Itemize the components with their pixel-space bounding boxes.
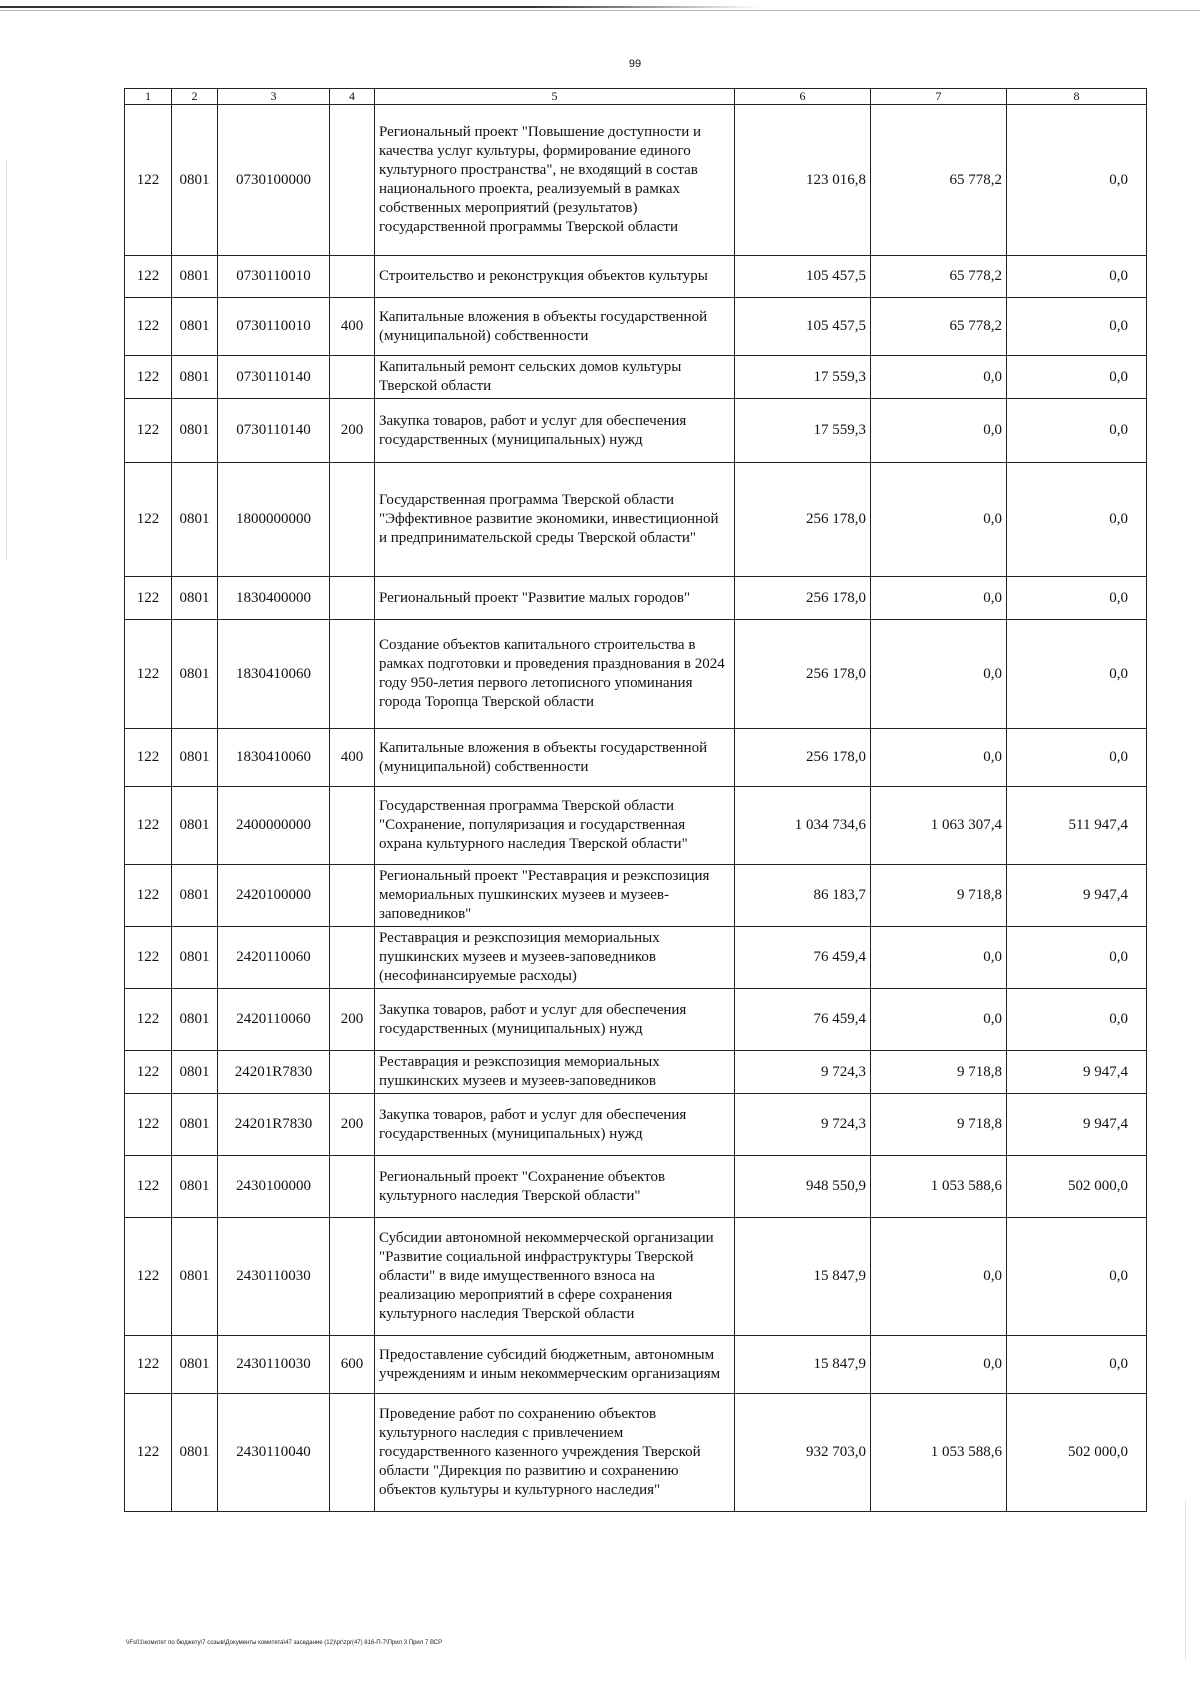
description-cell: Региональный проект "Повышение доступности и качества услуг культуры, формирование единого культурного пространства", не входящий в состав национального проекта, реализуемый в рамках собственных мероприятий (результатов) государственной программы Тверской области: [375, 105, 735, 256]
table-header-row: [125, 89, 1147, 105]
section-code-cell: 0801: [172, 1156, 218, 1218]
expense-type-cell: 200: [330, 989, 375, 1051]
amount-col7-cell: 0,0: [871, 729, 1007, 787]
amount-col6-cell: 9 724,3: [735, 1051, 871, 1094]
table-row: [125, 105, 1147, 256]
amount-col8-cell: 0,0: [1007, 729, 1147, 787]
expense-type-cell: [330, 1156, 375, 1218]
expense-type-cell: [330, 927, 375, 989]
target-article-cell: 2420110060: [218, 927, 330, 989]
target-article-cell: 0730110140: [218, 356, 330, 399]
description-cell: Капитальные вложения в объекты государственной (муниципальной) собственности: [375, 298, 735, 356]
column-header: 2: [172, 89, 218, 105]
ministry-code-cell: 122: [125, 865, 172, 927]
amount-col6-cell: 932 703,0: [735, 1394, 871, 1512]
amount-col8-cell: 0,0: [1007, 620, 1147, 729]
scan-artifact-line: [0, 10, 1200, 11]
ministry-code-cell: 122: [125, 729, 172, 787]
table-row: [125, 787, 1147, 865]
ministry-code-cell: 122: [125, 1051, 172, 1094]
table-row: [125, 256, 1147, 298]
expense-type-cell: [330, 463, 375, 577]
target-article-cell: 1800000000: [218, 463, 330, 577]
target-article-cell: 2430100000: [218, 1156, 330, 1218]
ministry-code-cell: 122: [125, 577, 172, 620]
section-code-cell: 0801: [172, 989, 218, 1051]
scan-artifact-line: [0, 6, 760, 8]
table-row: [125, 577, 1147, 620]
target-article-cell: 1830410060: [218, 729, 330, 787]
amount-col8-cell: 0,0: [1007, 256, 1147, 298]
section-code-cell: 0801: [172, 1336, 218, 1394]
expense-type-cell: [330, 256, 375, 298]
section-code-cell: 0801: [172, 298, 218, 356]
amount-col8-cell: 502 000,0: [1007, 1156, 1147, 1218]
target-article-cell: 2420100000: [218, 865, 330, 927]
amount-col8-cell: 9 947,4: [1007, 1094, 1147, 1156]
ministry-code-cell: 122: [125, 1156, 172, 1218]
page-number: 99: [628, 58, 642, 70]
expense-type-cell: [330, 1051, 375, 1094]
target-article-cell: 2400000000: [218, 787, 330, 865]
amount-col6-cell: 256 178,0: [735, 463, 871, 577]
amount-col6-cell: 17 559,3: [735, 356, 871, 399]
expense-type-cell: 200: [330, 1094, 375, 1156]
description-cell: Проведение работ по сохранению объектов культурного наследия с привлечением государственного казенного учреждения Тверской области "Дирекция по развитию и сохранению объектов культуры и культурного наследия": [375, 1394, 735, 1512]
table-row: [125, 620, 1147, 729]
expense-type-cell: 400: [330, 298, 375, 356]
amount-col7-cell: 0,0: [871, 356, 1007, 399]
ministry-code-cell: 122: [125, 1218, 172, 1336]
amount-col6-cell: 86 183,7: [735, 865, 871, 927]
target-article-cell: 2430110030: [218, 1218, 330, 1336]
table-row: [125, 865, 1147, 927]
amount-col7-cell: 65 778,2: [871, 105, 1007, 256]
description-cell: Государственная программа Тверской области "Сохранение, популяризация и государственная охрана культурного наследия Тверской области": [375, 787, 735, 865]
description-cell: Закупка товаров, работ и услуг для обеспечения государственных (муниципальных) нужд: [375, 989, 735, 1051]
amount-col6-cell: 76 459,4: [735, 927, 871, 989]
description-cell: Реставрация и реэкспозиция мемориальных пушкинских музеев и музеев-заповедников (несофинансируемые расходы): [375, 927, 735, 989]
amount-col6-cell: 256 178,0: [735, 729, 871, 787]
amount-col8-cell: 0,0: [1007, 298, 1147, 356]
amount-col8-cell: 0,0: [1007, 399, 1147, 463]
scan-edge-mark: [6, 160, 7, 560]
description-cell: Закупка товаров, работ и услуг для обеспечения государственных (муниципальных) нужд: [375, 1094, 735, 1156]
amount-col8-cell: 0,0: [1007, 463, 1147, 577]
description-cell: Региональный проект "Реставрация и реэкспозиция мемориальных пушкинских музеев и музеев-заповедников": [375, 865, 735, 927]
amount-col7-cell: 65 778,2: [871, 298, 1007, 356]
amount-col8-cell: 0,0: [1007, 1218, 1147, 1336]
table-row: [125, 399, 1147, 463]
section-code-cell: 0801: [172, 1094, 218, 1156]
expense-type-cell: [330, 577, 375, 620]
section-code-cell: 0801: [172, 463, 218, 577]
amount-col7-cell: 1 053 588,6: [871, 1156, 1007, 1218]
amount-col6-cell: 256 178,0: [735, 577, 871, 620]
amount-col6-cell: 256 178,0: [735, 620, 871, 729]
table-row: [125, 298, 1147, 356]
ministry-code-cell: 122: [125, 356, 172, 399]
target-article-cell: 2430110040: [218, 1394, 330, 1512]
amount-col6-cell: 9 724,3: [735, 1094, 871, 1156]
description-cell: Государственная программа Тверской области "Эффективное развитие экономики, инвестиционной и предпринимательской среды Тверской области": [375, 463, 735, 577]
amount-col6-cell: 1 034 734,6: [735, 787, 871, 865]
amount-col7-cell: 0,0: [871, 577, 1007, 620]
target-article-cell: 24201R7830: [218, 1094, 330, 1156]
description-cell: Строительство и реконструкция объектов культуры: [375, 256, 735, 298]
section-code-cell: 0801: [172, 1394, 218, 1512]
amount-col6-cell: 76 459,4: [735, 989, 871, 1051]
section-code-cell: 0801: [172, 1218, 218, 1336]
ministry-code-cell: 122: [125, 620, 172, 729]
target-article-cell: 1830400000: [218, 577, 330, 620]
table-row: [125, 463, 1147, 577]
table-row: [125, 729, 1147, 787]
ministry-code-cell: 122: [125, 105, 172, 256]
amount-col7-cell: 65 778,2: [871, 256, 1007, 298]
section-code-cell: 0801: [172, 577, 218, 620]
amount-col7-cell: 0,0: [871, 989, 1007, 1051]
table-row: [125, 927, 1147, 989]
expense-type-cell: [330, 356, 375, 399]
amount-col8-cell: 9 947,4: [1007, 1051, 1147, 1094]
amount-col6-cell: 17 559,3: [735, 399, 871, 463]
section-code-cell: 0801: [172, 1051, 218, 1094]
amount-col8-cell: 0,0: [1007, 356, 1147, 399]
ministry-code-cell: 122: [125, 256, 172, 298]
target-article-cell: 0730100000: [218, 105, 330, 256]
description-cell: Региональный проект "Развитие малых городов": [375, 577, 735, 620]
section-code-cell: 0801: [172, 256, 218, 298]
table-row: [125, 1336, 1147, 1394]
amount-col8-cell: 9 947,4: [1007, 865, 1147, 927]
table-row: [125, 1394, 1147, 1512]
column-header: 5: [375, 89, 735, 105]
amount-col7-cell: 0,0: [871, 1218, 1007, 1336]
column-header: 1: [125, 89, 172, 105]
column-header: 8: [1007, 89, 1147, 105]
amount-col8-cell: 0,0: [1007, 989, 1147, 1051]
amount-col7-cell: 0,0: [871, 463, 1007, 577]
expense-type-cell: 600: [330, 1336, 375, 1394]
section-code-cell: 0801: [172, 729, 218, 787]
section-code-cell: 0801: [172, 356, 218, 399]
description-cell: Капитальные вложения в объекты государственной (муниципальной) собственности: [375, 729, 735, 787]
section-code-cell: 0801: [172, 399, 218, 463]
scan-edge-mark: [1185, 1500, 1186, 1660]
description-cell: Субсидии автономной некоммерческой организации "Развитие социальной инфраструктуры Тверской области" в виде имущественного взноса на реализацию мероприятий в сфере сохранения культурного наследия Тверской области: [375, 1218, 735, 1336]
amount-col6-cell: 123 016,8: [735, 105, 871, 256]
section-code-cell: 0801: [172, 105, 218, 256]
target-article-cell: 2430110030: [218, 1336, 330, 1394]
budget-table: [124, 88, 1147, 1512]
description-cell: Капитальный ремонт сельских домов культуры Тверской области: [375, 356, 735, 399]
amount-col7-cell: 1 053 588,6: [871, 1394, 1007, 1512]
expense-type-cell: [330, 865, 375, 927]
ministry-code-cell: 122: [125, 1394, 172, 1512]
ministry-code-cell: 122: [125, 1336, 172, 1394]
file-path-footer: \\Fs01\комитет по бюджету\7 созыв\Документы комитета\47 заседание (12)\pr\zpr(47) 816-П-7\Прил 3 Прил 7 ВСР: [126, 1640, 443, 1646]
ministry-code-cell: 122: [125, 1094, 172, 1156]
target-article-cell: 0730110010: [218, 256, 330, 298]
amount-col8-cell: 0,0: [1007, 1336, 1147, 1394]
ministry-code-cell: 122: [125, 927, 172, 989]
amount-col7-cell: 0,0: [871, 399, 1007, 463]
expense-type-cell: [330, 787, 375, 865]
amount-col7-cell: 9 718,8: [871, 1051, 1007, 1094]
target-article-cell: 1830410060: [218, 620, 330, 729]
amount-col7-cell: 0,0: [871, 620, 1007, 729]
description-cell: Закупка товаров, работ и услуг для обеспечения государственных (муниципальных) нужд: [375, 399, 735, 463]
expense-type-cell: 200: [330, 399, 375, 463]
table-row: [125, 1094, 1147, 1156]
table-row: [125, 1051, 1147, 1094]
description-cell: Предоставление субсидий бюджетным, автономным учреждениям и иным некоммерческим организациям: [375, 1336, 735, 1394]
section-code-cell: 0801: [172, 620, 218, 729]
ministry-code-cell: 122: [125, 989, 172, 1051]
description-cell: Создание объектов капитального строительства в рамках подготовки и проведения празднования в 2024 году 950-летия первого летописного упоминания города Торопца Тверской области: [375, 620, 735, 729]
amount-col7-cell: 0,0: [871, 927, 1007, 989]
amount-col8-cell: 0,0: [1007, 927, 1147, 989]
description-cell: Реставрация и реэкспозиция мемориальных пушкинских музеев и музеев-заповедников: [375, 1051, 735, 1094]
table-row: [125, 356, 1147, 399]
table-row: [125, 1156, 1147, 1218]
section-code-cell: 0801: [172, 865, 218, 927]
ministry-code-cell: 122: [125, 463, 172, 577]
amount-col6-cell: 105 457,5: [735, 256, 871, 298]
amount-col7-cell: 0,0: [871, 1336, 1007, 1394]
target-article-cell: 0730110140: [218, 399, 330, 463]
target-article-cell: 2420110060: [218, 989, 330, 1051]
column-header: 7: [871, 89, 1007, 105]
table-row: [125, 1218, 1147, 1336]
amount-col8-cell: 0,0: [1007, 105, 1147, 256]
description-cell: Региональный проект "Сохранение объектов культурного наследия Тверской области": [375, 1156, 735, 1218]
target-article-cell: 0730110010: [218, 298, 330, 356]
ministry-code-cell: 122: [125, 298, 172, 356]
column-header: 3: [218, 89, 330, 105]
expense-type-cell: [330, 105, 375, 256]
amount-col6-cell: 15 847,9: [735, 1218, 871, 1336]
amount-col7-cell: 1 063 307,4: [871, 787, 1007, 865]
amount-col7-cell: 9 718,8: [871, 1094, 1007, 1156]
ministry-code-cell: 122: [125, 399, 172, 463]
expense-type-cell: 400: [330, 729, 375, 787]
amount-col8-cell: 0,0: [1007, 577, 1147, 620]
column-header: 6: [735, 89, 871, 105]
ministry-code-cell: 122: [125, 787, 172, 865]
expense-type-cell: [330, 620, 375, 729]
column-header: 4: [330, 89, 375, 105]
amount-col7-cell: 9 718,8: [871, 865, 1007, 927]
amount-col6-cell: 105 457,5: [735, 298, 871, 356]
expense-type-cell: [330, 1394, 375, 1512]
amount-col6-cell: 948 550,9: [735, 1156, 871, 1218]
section-code-cell: 0801: [172, 787, 218, 865]
amount-col6-cell: 15 847,9: [735, 1336, 871, 1394]
amount-col8-cell: 511 947,4: [1007, 787, 1147, 865]
expense-type-cell: [330, 1218, 375, 1336]
amount-col8-cell: 502 000,0: [1007, 1394, 1147, 1512]
table-row: [125, 989, 1147, 1051]
section-code-cell: 0801: [172, 927, 218, 989]
target-article-cell: 24201R7830: [218, 1051, 330, 1094]
